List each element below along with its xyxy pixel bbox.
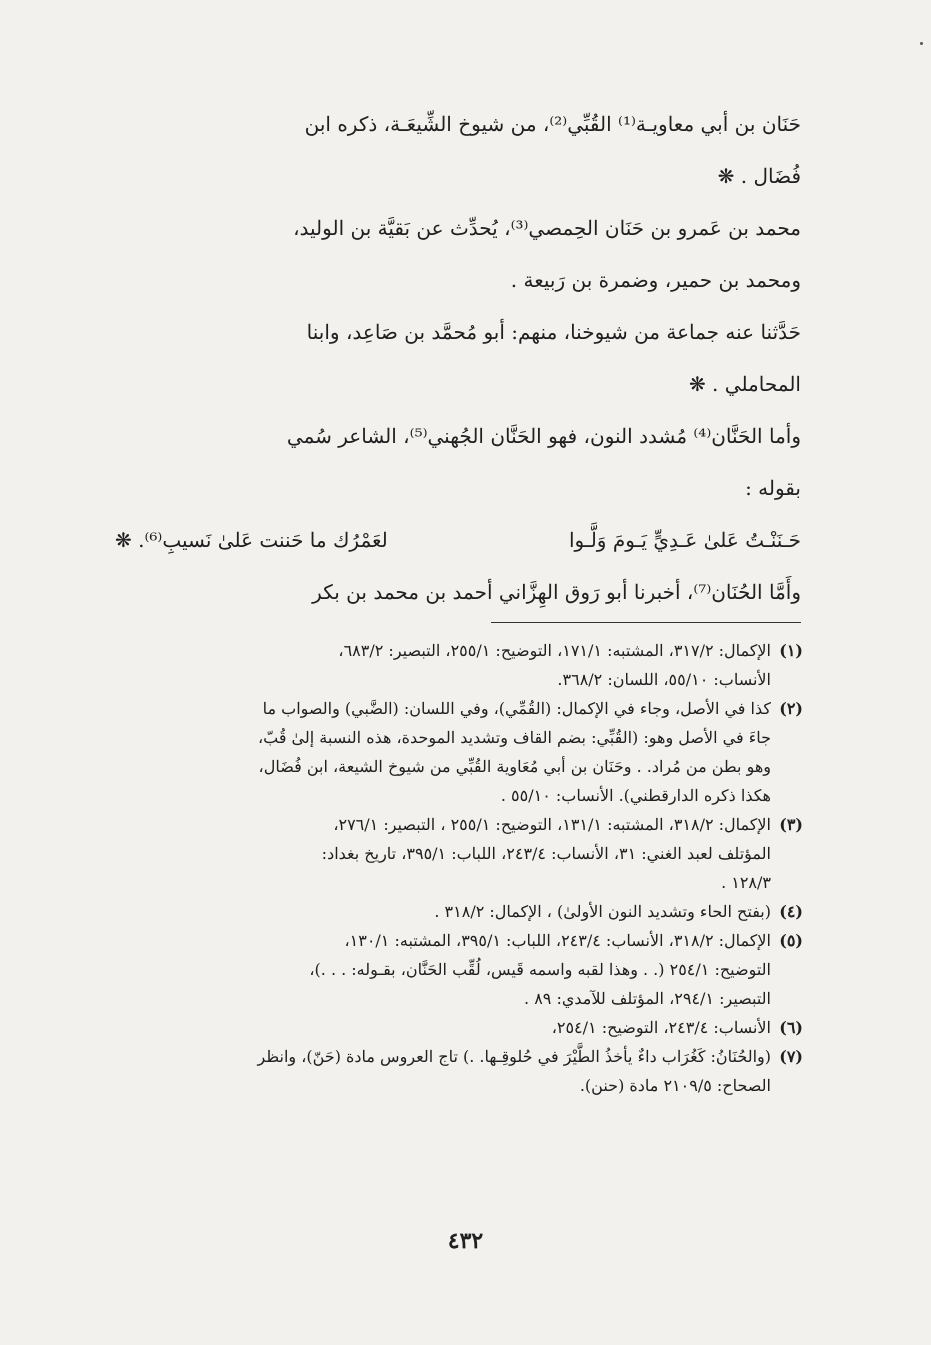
footnote-number: (١) [779,641,803,660]
footnote-number: (٥) [779,931,803,950]
line: وأما الحَنَّان⁽⁴⁾ مُشدد النون، فهو الحَنَّان الجُهني⁽⁵⁾، الشاعر سُمي [286,424,801,448]
footnote-line: المؤتلف لعبد الغني: ٣١، الأنساب: ٢٤٣/٤، اللباب: ٣٩٥/١، تاريخ بغداد: [321,844,771,863]
footnote-line: وهو بطن من مُراد. . وحَنَان بن أبي مُعَاوية القُبِّي من شيوخ الشيعة، ابن فُضَال، [258,757,771,776]
footnote-line: جاءَ في الأصل وهو: (القُبِّي: بضم القاف وتشديد الموحدة، هذه النسبة إلىٰ قُبّ، [257,728,771,747]
footnote-line: الأنساب: ٢٤٣/٤، التوضيح: ٢٥٤/١، [551,1018,771,1037]
line: محمد بن عَمرو بن حَنَان الحِمصي⁽³⁾، يُحدِّث عن بَقيَّة بن الوليد، [293,216,801,240]
footnote-line: كذا في الأصل، وجاء في الإكمال: (القُمِّي)، وفي اللسان: (الضَّبي) والصواب ما [262,699,771,718]
footnotes [112,636,803,1100]
footnote-line: الإكمال: ٣١٨/٢، المشتبه: ١٣١/١، التوضيح: ٢٥٥/١ ، التبصير: ٢٧٦/١، [333,815,771,834]
footnote-5 [112,926,803,1013]
line: وأَمَّا الحُنَان⁽⁷⁾، أخبرنا أبو رَوق الهِزَّاني أحمد بن محمد بن بكر [312,580,801,604]
paragraph-al-hunan [115,566,801,618]
paragraph-muhammad-ibn-amr [115,202,801,306]
line: فُضَال . ❋ [717,164,801,188]
footnote-number: (٢) [779,699,803,718]
footnote-3 [112,810,803,897]
poem-first-hemistich: حَـنَنْـتُ عَلىٰ عَـدِيٍّ يَـومَ وَلَّـوا [568,528,801,552]
line: المحاملي . ❋ [688,372,801,396]
footnote-6 [112,1013,803,1042]
page-number: ٤٣٢ [447,1228,484,1254]
footnote-line: الصحاح: ٢١٠٩/٥ مادة (حنن). [579,1076,771,1095]
main-text [115,98,801,618]
footnote-line: الأنساب: ٥٥/١٠، اللسان: ٣٦٨/٢. [557,670,771,689]
footnote-2 [112,694,803,810]
footnote-1 [112,636,803,694]
line: حَنَان بن أبي معاويـة⁽¹⁾ القُبِّي⁽²⁾، من شيوخ الشِّيعَـة، ذكره ابن [304,112,801,136]
scan-speck [920,42,923,45]
line: ومحمد بن حمير، وضمرة بن رَبيعة . [510,268,801,292]
poem-second-hemistich: لعَمْرُك ما حَننت عَلىٰ نَسيبِ⁽⁶⁾. ❋ [115,528,388,552]
footnote-number: (٦) [779,1018,803,1037]
paragraph-al-hannan [115,410,801,514]
footnote-line: (والحُنَانُ: كَغُرَاب داءٌ يأخذُ الطَّيْرَ في حُلوقِـها. .) تاج العروس مادة (حَنّ)، وانظر [257,1047,771,1066]
footnote-number: (٧) [779,1047,803,1066]
footnote-line: الإكمال: ٣١٧/٢، المشتبه: ١٧١/١، التوضيح: ٢٥٥/١، التبصير: ٦٨٣/٢، [338,641,771,660]
poem-verse [115,514,801,566]
line: بقوله : [745,476,801,500]
footnote-line: هكذا ذكره الدارقطني). الأنساب: ٥٥/١٠ . [500,786,771,805]
footnote-line: (بفتح الحاء وتشديد النون الأولىٰ) ، الإكمال: ٣١٨/٢ . [434,902,771,921]
paragraph-haddathana [115,306,801,410]
paragraph-hanan-qubbi [115,98,801,202]
footnote-number: (٣) [779,815,803,834]
footnote-line: ١٢٨/٣ . [721,873,771,892]
line: حَدَّثنا عنه جماعة من شيوخنا، منهم: أبو مُحمَّد بن صَاعِد، وابنا [306,320,801,344]
footnote-line: التوضيح: ٢٥٤/١ (. . وهذا لقبه واسمه قَيس، لُقِّب الحَنَّان، بقـوله: . . .)، [309,960,771,979]
footnote-number: (٤) [779,902,803,921]
footnote-4 [112,897,803,926]
footnote-line: التبصير: ٢٩٤/١، المؤتلف للآمدي: ٨٩ . [524,989,771,1008]
footnote-divider [491,622,801,623]
footnote-7 [112,1042,803,1100]
footnote-line: الإكمال: ٣١٨/٢، الأنساب: ٢٤٣/٤، اللباب: ٣٩٥/١، المشتبه: ١٣٠/١، [344,931,771,950]
